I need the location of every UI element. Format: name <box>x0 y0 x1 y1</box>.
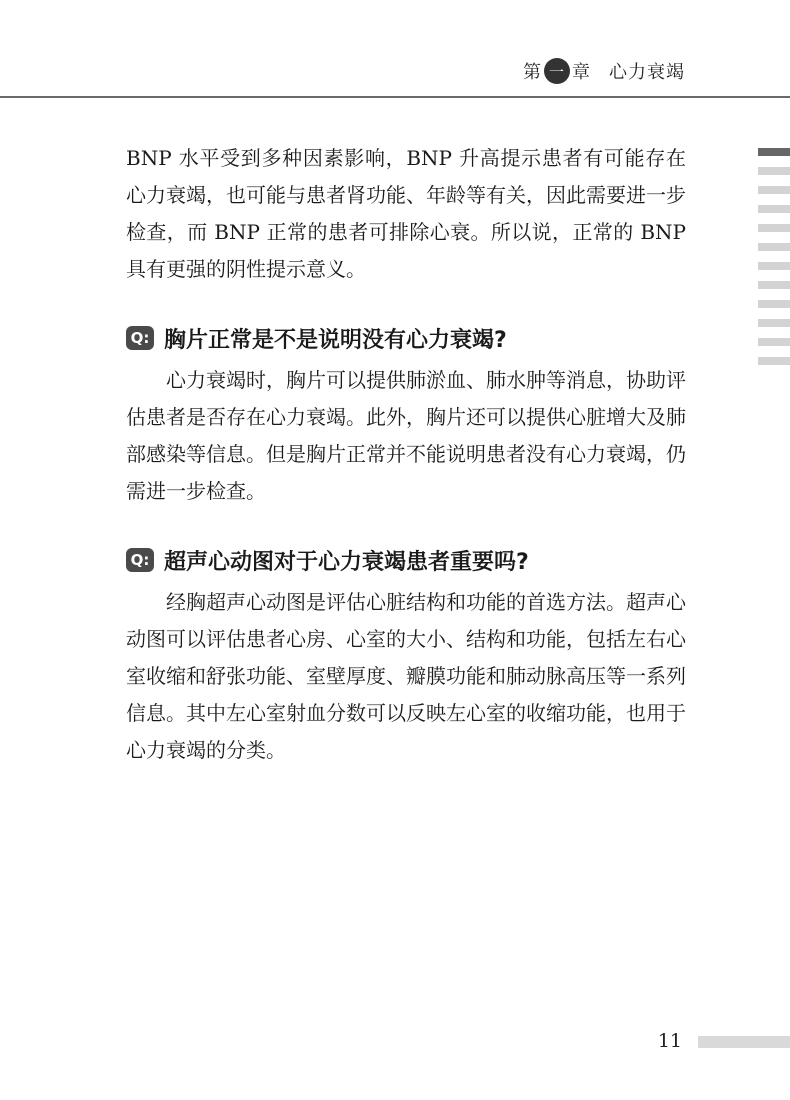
question-badge-icon: Q: <box>126 548 154 572</box>
footer-tab <box>698 1036 790 1048</box>
thumb-tab <box>758 224 790 232</box>
thumb-tab <box>758 300 790 308</box>
page-number: 11 <box>657 1030 682 1052</box>
thumb-tab <box>758 186 790 194</box>
chapter-suffix: 章 <box>572 62 591 83</box>
question-text: 胸片正常是不是说明没有心力衰竭? <box>164 327 507 353</box>
question-text: 超声心动图对于心力衰竭患者重要吗? <box>164 549 529 575</box>
header-divider <box>0 96 790 98</box>
thumb-tab <box>758 338 790 346</box>
thumb-tab <box>758 357 790 365</box>
intro-paragraph: BNP 水平受到多种因素影响，BNP 升高提示患者有可能存在心力衰竭，也可能与患者肾功能、年龄等有关，因此需要进一步检查，而 BNP 正常的患者可排除心衰。所以说，正常的 BNP 具有更强的阴性提示意义。 <box>126 146 686 281</box>
chapter-number-badge: 一 <box>544 58 570 84</box>
thumb-tab <box>758 243 790 251</box>
thumb-tab <box>758 319 790 327</box>
page-body <box>126 140 686 769</box>
question-heading-2 <box>126 540 686 580</box>
question-badge-icon: Q: <box>126 326 154 350</box>
thumb-tab <box>758 281 790 289</box>
thumb-tab-active <box>758 148 790 156</box>
running-header <box>523 58 685 84</box>
answer-paragraph-1: 心力衰竭时，胸片可以提供肺淤血、肺水肿等消息，协助评估患者是否存在心力衰竭。此外，胸片还可以提供心脏增大及肺部感染等信息。但是胸片正常并不能说明患者没有心力衰竭，仍需进一步检查。 <box>126 368 686 503</box>
question-heading-1 <box>126 318 686 358</box>
thumb-tab <box>758 167 790 175</box>
chapter-title: 心力衰竭 <box>609 62 685 83</box>
chapter-thumb-index <box>758 148 790 376</box>
thumb-tab <box>758 205 790 213</box>
chapter-prefix: 第 <box>523 62 542 83</box>
answer-paragraph-2: 经胸超声心动图是评估心脏结构和功能的首选方法。超声心动图可以评估患者心房、心室的大小、结构和功能，包括左右心室收缩和舒张功能、室壁厚度、瓣膜功能和肺动脉高压等一系列信息。其中左心室射血分数可以反映左心室的收缩功能，也用于心力衰竭的分类。 <box>126 590 686 762</box>
chapter-label <box>523 58 591 84</box>
thumb-tab <box>758 262 790 270</box>
